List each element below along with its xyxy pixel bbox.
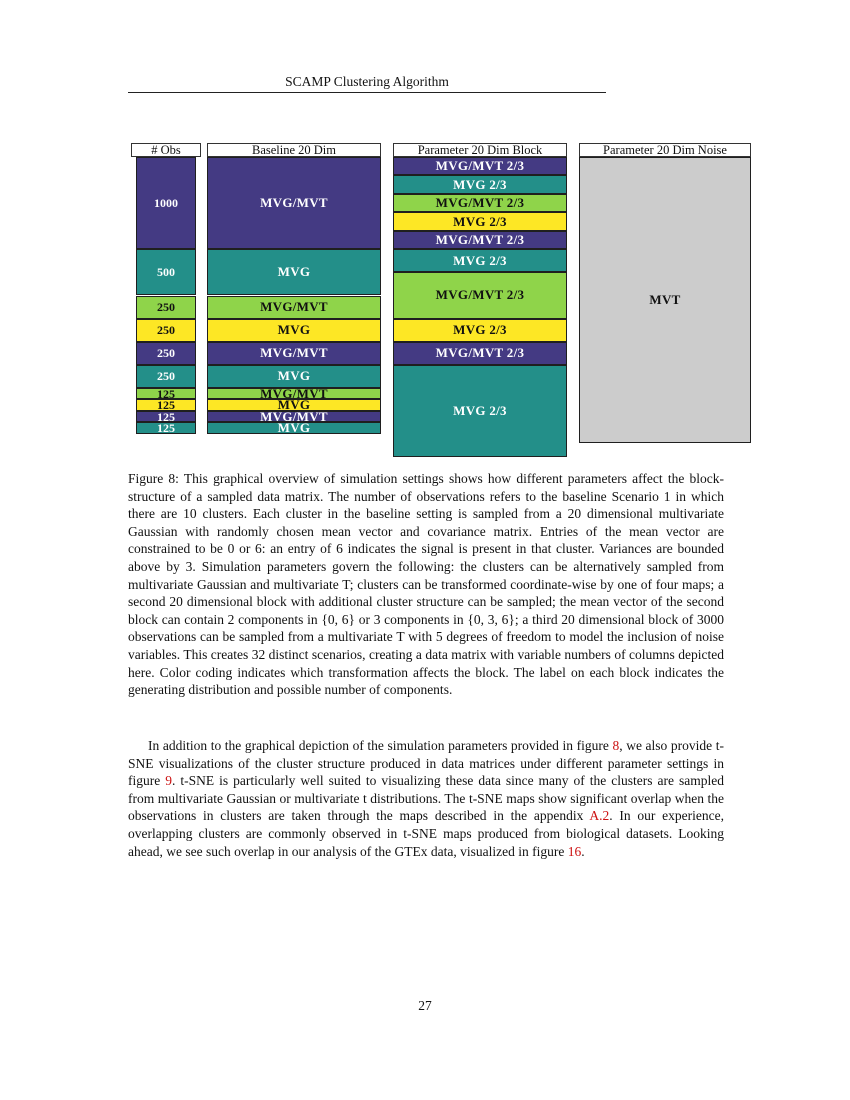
baseline-block: MVG <box>207 249 381 295</box>
obs-count-cell: 500 <box>136 249 196 295</box>
block-segment: MVG/MVT 2/3 <box>393 231 567 249</box>
block-segment: MVG 2/3 <box>393 212 567 230</box>
obs-count-cell: 250 <box>136 296 196 319</box>
obs-count-cell: 125 <box>136 388 196 400</box>
appendix-ref-link[interactable]: A.2 <box>589 808 610 824</box>
block-segment: MVG 2/3 <box>393 365 567 457</box>
obs-count-cell: 125 <box>136 411 196 423</box>
obs-count-cell: 125 <box>136 422 196 434</box>
baseline-block: MVG/MVT <box>207 157 381 249</box>
block-column-header: Parameter 20 Dim Block <box>393 143 567 157</box>
paragraph-text: , we also provide t-SNE visualizations of the cluster structure produced in data matrices under different parameter settings in figure <box>128 738 724 789</box>
noise-block: MVT <box>579 157 751 443</box>
obs-count-cell: 250 <box>136 342 196 365</box>
baseline-block: MVG <box>207 365 381 388</box>
block-segment: MVG/MVT 2/3 <box>393 272 567 318</box>
paragraph-text: . <box>581 843 585 859</box>
simulation-settings-figure <box>0 0 850 460</box>
baseline-block: MVG <box>207 422 381 434</box>
baseline-block: MVG/MVT <box>207 342 381 365</box>
baseline-column-header: Baseline 20 Dim <box>207 143 381 157</box>
baseline-block: MVG/MVT <box>207 388 381 400</box>
figure-ref-link[interactable]: 8 <box>612 738 620 753</box>
baseline-block: MVG/MVT <box>207 296 381 319</box>
page-number: 27 <box>418 998 432 1013</box>
figure-caption: Figure 8: This graphical overview of simulation settings shows how different parameters affect the block-structure of a sampled data matrix. The number of observations refers to the baseline Scenario 1 in which there are 10 clusters. Each cluster in the baseline setting is sampled from a 20 dimensional multivariate Gaussian with randomly chosen mean vector and covariance matrix. Entries of the mean vector are constrained to be 0 or 6: an entry of 6 indicates the signal is present in that cluster. Variances are bounded above by 3. Simulation parameters govern the following: the clusters can be alternatively sampled from multivariate Gaussian and multivariate T; clusters can be transformed coordinate-wise by one of four maps; a second 20 dimensional block with additional cluster structure can be sampled; the mean vector of the second block can contain 2 components in {0, 6} or 3 components in {0, 3, 6}; a third 20 dimensional block of 3000 observations can be sampled from a multivariate T with 5 degrees of freedom to model the inclusion of noise variables. This creates 32 distinct scenarios, creating a data matrix with variable numbers of columns depicted here. Color coding indicates which transformation affects the block. The label on each block indicates the generating distribution and possible number of components. <box>128 471 724 698</box>
block-segment: MVG/MVT 2/3 <box>393 157 567 175</box>
baseline-block: MVG <box>207 399 381 411</box>
paragraph-text: . t-SNE is particularly well suited to visualizing these data since many of the clusters are sampled from multivariate Gaussian or multivariate t distributions. The t-SNE maps show significant overlap when the observations in clusters are taken through the maps described in the appendix <box>128 773 725 824</box>
obs-count-cell: 250 <box>136 365 196 388</box>
figure-ref-link[interactable]: 16 <box>567 843 582 859</box>
block-segment: MVG/MVT 2/3 <box>393 342 567 365</box>
obs-count-cell: 125 <box>136 399 196 411</box>
paragraph-text: . In our experience, overlapping clusters are commonly observed in t-SNE maps produced from biological datasets. Looking ahead, we see such overlap in our analysis of the GTEx data, visualized in figure <box>128 808 725 859</box>
body-paragraph <box>128 737 724 860</box>
paragraph-text: In addition to the graphical depiction of the simulation parameters provided in figure <box>148 738 613 753</box>
block-segment: MVG 2/3 <box>393 249 567 272</box>
block-segment: MVG 2/3 <box>393 175 567 193</box>
obs-count-cell: 250 <box>136 319 196 342</box>
block-segment: MVG/MVT 2/3 <box>393 194 567 212</box>
obs-count-cell: 1000 <box>136 157 196 249</box>
figure-ref-link[interactable]: 9 <box>165 773 172 789</box>
noise-column-header: Parameter 20 Dim Noise <box>579 143 751 157</box>
obs-column-header: # Obs <box>131 143 201 157</box>
block-segment: MVG 2/3 <box>393 319 567 342</box>
running-head: SCAMP Clustering Algorithm <box>285 74 449 89</box>
baseline-block: MVG/MVT <box>207 411 381 423</box>
baseline-block: MVG <box>207 319 381 342</box>
